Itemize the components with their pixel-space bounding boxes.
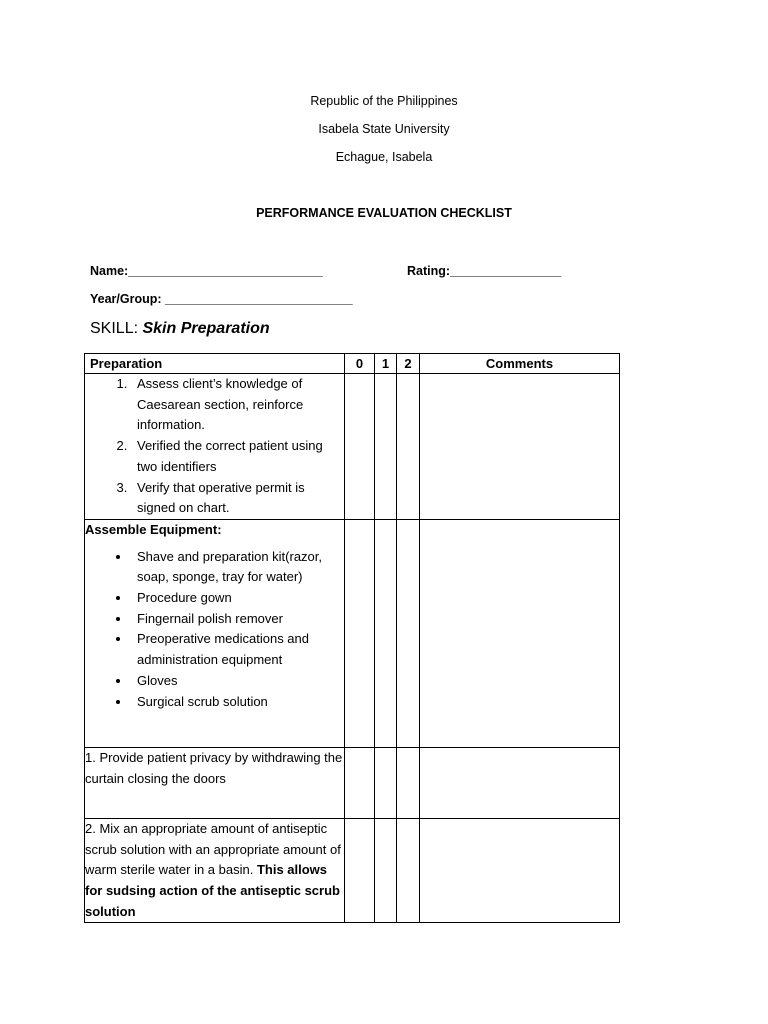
score-0-cell[interactable]: [345, 519, 375, 747]
list-item: 2. Verified the correct patient using two identifiers: [131, 436, 344, 477]
score-0-cell[interactable]: [345, 818, 375, 923]
header-location: Echague, Isabela: [335, 150, 433, 164]
list-item: • Shave and preparation kit(razor, soap, sponge, tray for water): [131, 547, 344, 588]
header-preparation: Preparation: [85, 354, 345, 374]
header-comments: Comments: [420, 354, 620, 374]
table-row: [85, 519, 620, 747]
score-1-cell[interactable]: [375, 374, 397, 520]
list-item: • Surgical scrub solution: [131, 692, 344, 713]
score-1-cell[interactable]: [375, 519, 397, 747]
list-item: 1. Assess client’s knowledge of Caesarean section, reinforce information.: [131, 374, 344, 436]
comments-cell[interactable]: [420, 818, 620, 923]
score-2-cell[interactable]: [397, 374, 420, 520]
comments-cell[interactable]: [420, 519, 620, 747]
list-item: • Preoperative medications and administration equipment: [131, 629, 344, 670]
score-1-cell[interactable]: [375, 818, 397, 923]
equipment-cell: [85, 519, 345, 747]
score-2-cell[interactable]: [397, 818, 420, 923]
score-1-cell[interactable]: [375, 747, 397, 818]
preparation-list: [85, 374, 344, 519]
step-2-instruction: 2. Mix an appropriate amount of antiseptic scrub solution with an appropriate amount of warm sterile water in a basin.: [85, 820, 341, 878]
table-header-row: [85, 354, 620, 374]
name-blank[interactable]: ____________________________: [128, 264, 323, 278]
year-group-label: Year/Group:: [90, 292, 166, 306]
header-score-1: 1: [375, 354, 397, 374]
equipment-list: [85, 547, 344, 713]
table-row: [85, 374, 620, 520]
skill-label: SKILL:: [90, 320, 143, 337]
rating-blank[interactable]: ________________: [450, 264, 562, 278]
skill-heading: [90, 320, 270, 338]
step-2-cell: [85, 818, 345, 923]
list-item: • Procedure gown: [131, 588, 344, 609]
name-label: Name:: [90, 264, 129, 278]
header-university: Isabela State University: [318, 122, 450, 136]
step-1-cell: [85, 747, 345, 818]
step-2-text: [85, 819, 344, 923]
score-0-cell[interactable]: [345, 747, 375, 818]
step-1-text: 1. Provide patient privacy by withdrawing the curtain closing the doors: [85, 749, 343, 786]
year-group-field[interactable]: [90, 292, 353, 306]
document-title: PERFORMANCE EVALUATION CHECKLIST: [256, 206, 512, 220]
score-0-cell[interactable]: [345, 374, 375, 520]
year-group-blank[interactable]: ___________________________: [165, 292, 353, 306]
header-score-2: 2: [397, 354, 420, 374]
rating-field[interactable]: [407, 264, 561, 278]
name-field[interactable]: [90, 264, 323, 278]
score-2-cell[interactable]: [397, 519, 420, 747]
score-2-cell[interactable]: [397, 747, 420, 818]
preparation-items-cell: [85, 374, 345, 520]
list-item: • Gloves: [131, 671, 344, 692]
table-row: [85, 747, 620, 818]
list-item: 3. Verify that operative permit is signed on chart.: [131, 478, 344, 519]
skill-name: Skin Preparation: [142, 320, 270, 337]
step-2-rationale: This allows for sudsing action of the antiseptic scrub solution: [85, 862, 340, 919]
list-item: • Fingernail polish remover: [131, 609, 344, 630]
evaluation-checklist-table: [84, 353, 620, 923]
header-republic: Republic of the Philippines: [310, 94, 458, 108]
rating-label: Rating:: [407, 264, 451, 278]
comments-cell[interactable]: [420, 374, 620, 520]
equipment-heading: Assemble Equipment:: [85, 521, 222, 537]
table-row: [85, 818, 620, 923]
comments-cell[interactable]: [420, 747, 620, 818]
header-score-0: 0: [345, 354, 375, 374]
